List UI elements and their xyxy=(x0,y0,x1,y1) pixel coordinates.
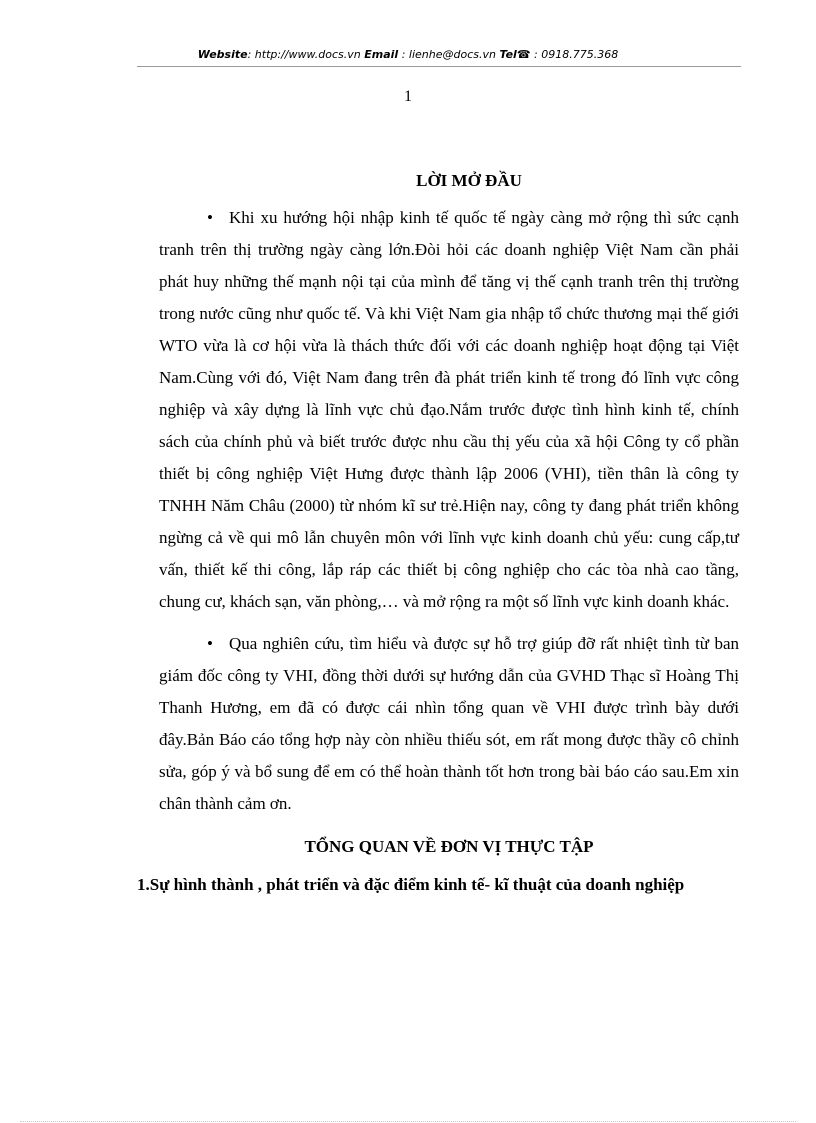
website-url[interactable]: : http://www.docs.vn xyxy=(247,48,365,61)
website-label: Website xyxy=(197,48,248,61)
tel-label: Tel xyxy=(499,48,517,61)
tel-value: : 0918.775.368 xyxy=(530,48,619,61)
section-title: TỔNG QUAN VỀ ĐƠN VỊ THỰC TẬP xyxy=(304,837,594,856)
document-body xyxy=(137,170,739,900)
page-number: 1 xyxy=(404,88,412,105)
intro-paragraph-1 xyxy=(159,202,739,618)
paragraph-text: Qua nghiên cứu, tìm hiểu và được sự hỗ trợ giúp đỡ rất nhiệt tình từ ban giám đốc công ty VHI, đồng thời dưới sự hướng dẫn của GVHD Thạc sĩ Hoàng Thị Thanh Hương, em đã có được cái nhìn tổng quan về VHI được trình bày dưới đây.Bản Báo cáo tổng hợp này còn nhiều thiếu sót, em rất mong được thầy cô chỉnh sửa, góp ý và bổ sung để em có thể hoàn thành tốt hơn trong bài báo cáo sau.Em xin chân thành cảm ơn. xyxy=(159,634,739,813)
page-bottom-divider xyxy=(20,1121,796,1122)
document-title: LỜI MỞ ĐẦU xyxy=(416,171,522,190)
header-divider xyxy=(137,66,741,67)
bullet-icon: • xyxy=(207,634,213,653)
email-value[interactable]: : lienhe@docs.vn xyxy=(398,48,500,61)
intro-paragraph-2 xyxy=(159,628,739,820)
phone-icon: ☎ xyxy=(516,48,531,61)
email-label: Email xyxy=(364,48,399,61)
paragraph-text: Khi xu hướng hội nhập kinh tế quốc tế ngày càng mở rộng thì sức cạnh tranh trên thị trường ngày càng lớn.Đòi hỏi các doanh nghiệp Việt Nam cần phải phát huy những thế mạnh nội tại của mình để tăng vị thế cạnh tranh trên thị trường trong nước cũng như quốc tế. Và khi Việt Nam gia nhập tổ chức thương mại thế giới WTO vừa là cơ hội vừa là thách thức đối với các doanh nghiệp hoạt động tại Việt Nam.Cùng với đó, Việt Nam đang trên đà phát triển kinh tế trong đó lĩnh vực công nghiệp và xây dựng là lĩnh vực chủ đạo.Nắm trước được tình hình kinh tế, chính sách của chính phủ và biết trước được nhu cầu thị yếu của xã hội Công ty cổ phần thiết bị công nghiệp Việt Hưng được thành lập 2006 (VHI), tiền thân là công ty TNHH Năm Châu (2000) từ nhóm kĩ sư trẻ.Hiện nay, công ty đang phát triển không ngừng cả về qui mô lẫn chuyên môn với lĩnh vực kinh doanh chủ yếu: cung cấp,tư vấn, thiết kế thi công, lắp ráp các thiết bị công nghiệp cho các tòa nhà cao tầng, chung cư, khách sạn, văn phòng,… và mở rộng ra một số lĩnh vực kinh doanh khác. xyxy=(159,208,739,611)
page-header xyxy=(0,48,816,61)
heading-1: 1.Sự hình thành , phát triển và đặc điểm kinh tế- kĩ thuật của doanh nghiệp xyxy=(137,875,685,894)
bullet-icon: • xyxy=(207,208,213,227)
